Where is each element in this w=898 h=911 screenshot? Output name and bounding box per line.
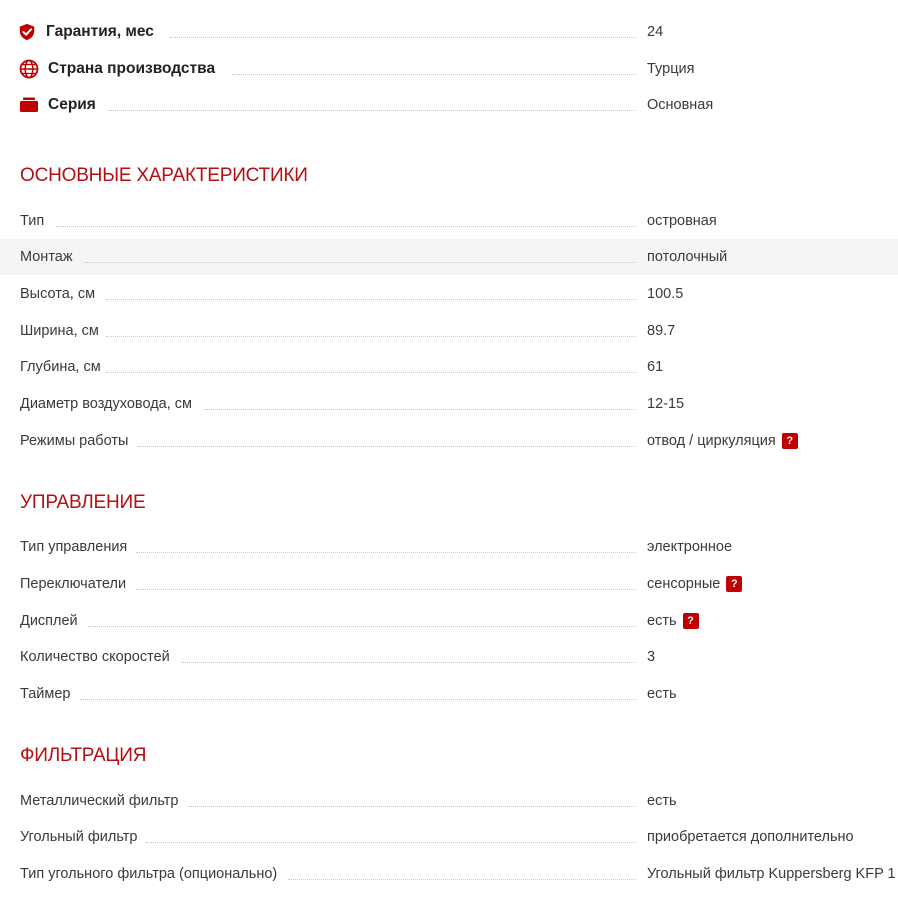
spec-row <box>0 276 898 312</box>
spec-label: Ширина, см <box>20 323 99 339</box>
spec-label: Высота, см <box>20 286 96 302</box>
spec-row <box>0 423 898 459</box>
spec-row-series <box>0 87 898 123</box>
section-title-main: ОСНОВНЫЕ ХАРАКТЕРИСТИКИ <box>20 165 308 186</box>
spec-row <box>0 783 898 819</box>
dotted-leader <box>84 262 636 263</box>
spec-row <box>0 203 898 239</box>
spec-row <box>0 603 898 639</box>
spec-value-with-help <box>647 613 699 629</box>
spec-value: 89.7 <box>647 323 676 339</box>
dotted-leader <box>136 552 636 553</box>
spec-value: Угольный фильтр Kuppersberg KFP 1 <box>647 866 896 882</box>
spec-label: Диаметр воздуховода, см <box>20 396 192 412</box>
spec-label: Тип угольного фильтра (опционально) <box>20 866 278 882</box>
spec-label: Серия <box>48 96 96 113</box>
spec-label: Таймер <box>20 686 71 702</box>
help-icon[interactable]: ? <box>726 576 742 592</box>
spec-value-with-help <box>647 576 742 592</box>
spec-value: Турция <box>647 61 695 77</box>
spec-value: есть <box>647 793 677 809</box>
spec-row-warranty <box>0 14 898 50</box>
dotted-leader <box>56 226 636 227</box>
spec-row-highlighted <box>0 239 898 275</box>
spec-row <box>0 566 898 602</box>
dotted-leader <box>108 110 636 111</box>
section-title-control: УПРАВЛЕНИЕ <box>20 492 146 513</box>
spec-label: Дисплей <box>20 613 78 629</box>
spec-value: 12-15 <box>647 396 685 412</box>
spec-value: потолочный <box>647 249 728 265</box>
dotted-leader <box>80 699 636 700</box>
dotted-leader <box>88 626 636 627</box>
spec-value: островная <box>647 213 717 229</box>
spec-value: 3 <box>647 649 656 665</box>
spec-label: Страна производства <box>48 60 216 77</box>
dotted-leader <box>106 299 636 300</box>
spec-value: сенсорные <box>647 576 721 592</box>
spec-label: Гарантия, мес <box>46 23 154 40</box>
spec-label: Количество скоростей <box>20 649 170 665</box>
spec-row <box>0 856 898 892</box>
spec-row <box>0 676 898 712</box>
spec-value-with-help <box>647 433 798 449</box>
spec-value: электронное <box>647 539 733 555</box>
spec-label: Монтаж <box>20 249 73 265</box>
help-icon[interactable]: ? <box>782 433 798 449</box>
dotted-leader <box>138 446 636 447</box>
globe-icon <box>19 59 39 79</box>
spec-label: Тип управления <box>20 539 128 555</box>
dotted-leader <box>204 409 636 410</box>
spec-label: Глубина, см <box>20 359 101 375</box>
spec-row <box>0 639 898 675</box>
help-icon[interactable]: ? <box>683 613 699 629</box>
spec-value: 100.5 <box>647 286 684 302</box>
spec-value: есть <box>647 686 677 702</box>
spec-label: Переключатели <box>20 576 127 592</box>
spec-row <box>0 819 898 855</box>
dotted-leader <box>146 842 636 843</box>
dotted-leader <box>232 74 636 75</box>
spec-value: отвод / циркуляция <box>647 433 776 449</box>
dotted-leader <box>288 879 636 880</box>
dotted-leader <box>136 589 636 590</box>
spec-row <box>0 386 898 422</box>
spec-value: есть <box>647 613 677 629</box>
shield-check-icon <box>18 23 36 41</box>
spec-row <box>0 349 898 385</box>
series-stack-icon <box>19 95 39 115</box>
spec-label: Тип <box>20 213 45 229</box>
dotted-leader <box>188 806 636 807</box>
spec-row-country <box>0 51 898 87</box>
spec-row <box>0 313 898 349</box>
spec-label: Угольный фильтр <box>20 829 138 845</box>
dotted-leader <box>106 372 636 373</box>
spec-value: приобретается дополнительно <box>647 829 854 845</box>
section-title-filtration: ФИЛЬТРАЦИЯ <box>20 745 147 766</box>
spec-label: Металлический фильтр <box>20 793 179 809</box>
spec-label: Режимы работы <box>20 433 129 449</box>
spec-value: 61 <box>647 359 664 375</box>
dotted-leader <box>170 37 636 38</box>
spec-value: Основная <box>647 97 714 113</box>
dotted-leader <box>106 336 636 337</box>
dotted-leader <box>182 662 636 663</box>
spec-row <box>0 529 898 565</box>
spec-value: 24 <box>647 24 664 40</box>
